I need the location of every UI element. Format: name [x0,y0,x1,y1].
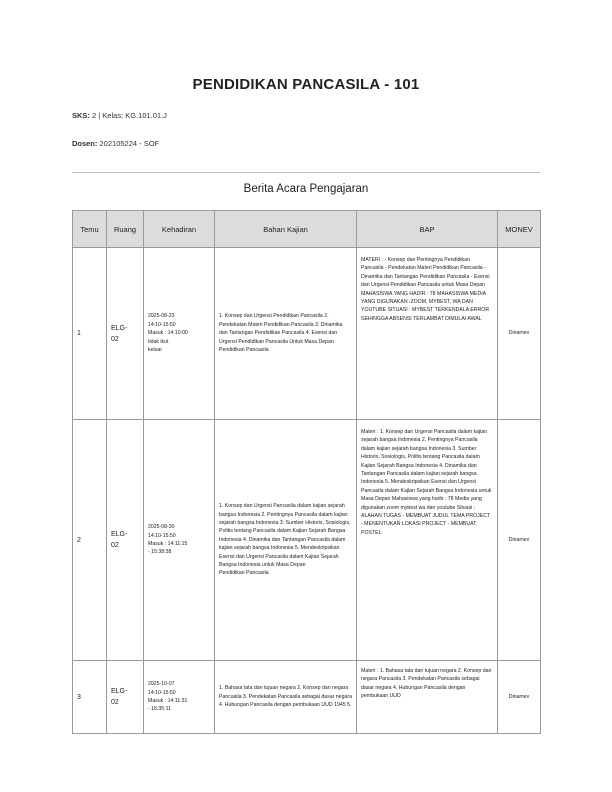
table-header-row [73,211,541,248]
cell-bap: Materi : 1. Bahasa tata dan tujuan negara 2. Konsep dan negara Pancasila 3. Pendekatan Pancasila sebagai dasar negara 4. Hubungan Pancasila dengan pembukaan UUD [357,661,498,734]
section-title: Berita Acara Pengajaran [243,183,369,195]
course-title: PENDIDIKAN PANCASILA - 101 [192,76,420,93]
cell-monev: Dinamev [498,420,541,661]
col-header-ruang: Ruang [107,211,144,248]
cell-temu: 2 [73,420,107,661]
cell-ruang: ELG- 02 [107,420,144,661]
dosen-value: 202105224 - SOF [99,139,160,148]
cell-kehadiran: 2025-08-30 14:10-15:50 Masuk : 14:11:15 - 15:38:38 [144,420,215,661]
cell-bap: MATERI : - Konsep dan Pentingnya Pendidikan Pancasila - Pendekatan Materi Pendidikan Pancasila - Dinamika dan Tantangan Pendidikan Pancasila - Esensi dan Urgensi Pendidikan Pancasila untuk Masa Depan MAHASISWA YANG HADIR : 78 MAHASISWA MEDIA YANG DIGUNAKAN :ZOOM, MYBEST, WA DAN YOUTUBE SITUASI : MYBEST TERKENDALA ERROR SEHINGGA ABSENSI TERLAMBAT DIMULAI AWAL [357,248,498,420]
cell-monev: Dinamev [498,248,541,420]
cell-monev: Dinamev [498,661,541,734]
cell-bahan-kajian: 1. Konsep dan Urgensi Pancasila dalam kajian sejarah bangsa Indonesia 2. Pentingnya Pancasila dalam kajian sejarah bangsa Indonesia 3. Sumber Historis, Sosiologis, Politis tentang Pancasila dalam Kajian Sejarah Bangsa Indonesia 4. Dinamika dan Tantangan Pancasila dalam kajian sejarah bangsa Indonesia 5. Mendeskripsikan Esensi dan Urgensi Pancasila dalam Kajian Sejarah Bangsa Indonesia untuk Masa Depan Pendidikan Pancasila [215,420,357,661]
cell-bahan-kajian: 1. Konsep dan Urgensi Pendidikan Pancasila 2. Pendekatan Materi Pendidikan Pancasila 3. Dinamika dan Tantangan Pendidikan Pancasila 4. Esensi dan Urgensi Pendidikan Pancasila Untuk Masa Depan Pendidikan Pancasila [215,248,357,420]
cell-kehadiran: 2025-08-23 14:10-15:50 Masuk : 14:10:00 tidak ikut keluar [144,248,215,420]
sks-label: SKS: [72,111,90,120]
col-header-monev: MONEV [498,211,541,248]
dosen-label: Dosen: [72,139,98,148]
cell-ruang: ELG- 02 [107,661,144,734]
col-header-bap: BAP [357,211,498,248]
cell-ruang: ELG- 02 [107,248,144,420]
table-row [73,248,541,420]
col-header-temu: Temu [73,211,107,248]
table-row [73,661,541,734]
cell-kehadiran: 2025-10-07 14:10-15:50 Masuk : 14:11:31 - 15:35:11 [144,661,215,734]
dosen-line [72,139,159,148]
table-row [73,420,541,661]
bap-table [72,210,541,734]
cell-temu: 1 [73,248,107,420]
cell-temu: 3 [73,661,107,734]
col-header-bahan-kajian: Bahan Kajian [215,211,357,248]
sks-value: 2 | Kelas: KG.101.01.J [92,111,167,120]
cell-bahan-kajian: 1. Bahasa tata dan tujuan negara 2. Konsep dan negara Pancasila 3. Pendekatan Pancasila sebagai dasar negara 4. Hubungan Pancasila dengan pembukaan UUD 1945 5. [215,661,357,734]
sks-line [72,111,167,120]
cell-bap: Materi : 1. Konsep dan Urgensi Pancasila dalam kajian sejarah bangsa Indonesia 2. Pentingnya Pancasila dalam kajian sejarah bangsa Indonesia 3. Sumber Historis, Sosiologis, Politis tentang Pancasila dalam Kajian Sejarah Bangsa Indonesia 4. Dinamika dan Tantangan Pancasila dalam kajian sejarah bangsa Indonesia 5. Mendeskripsikan Esensi dan Urgensi Pancasila dalam Kajian Sejarah Bangsa Indonesia untuk Masa Depan Mahasiswa yang hadir : 78 Media yang digunakan zoom mybest wa dan youtube Situasi : ALAHAN TUGAS - MEMBUAT JUDUL TEMA PROJECT - MENENTUKAN LOKASI PROJECT - MEMBUAT POSTEL [357,420,498,661]
divider [72,172,540,173]
col-header-kehadiran: Kehadiran [144,211,215,248]
